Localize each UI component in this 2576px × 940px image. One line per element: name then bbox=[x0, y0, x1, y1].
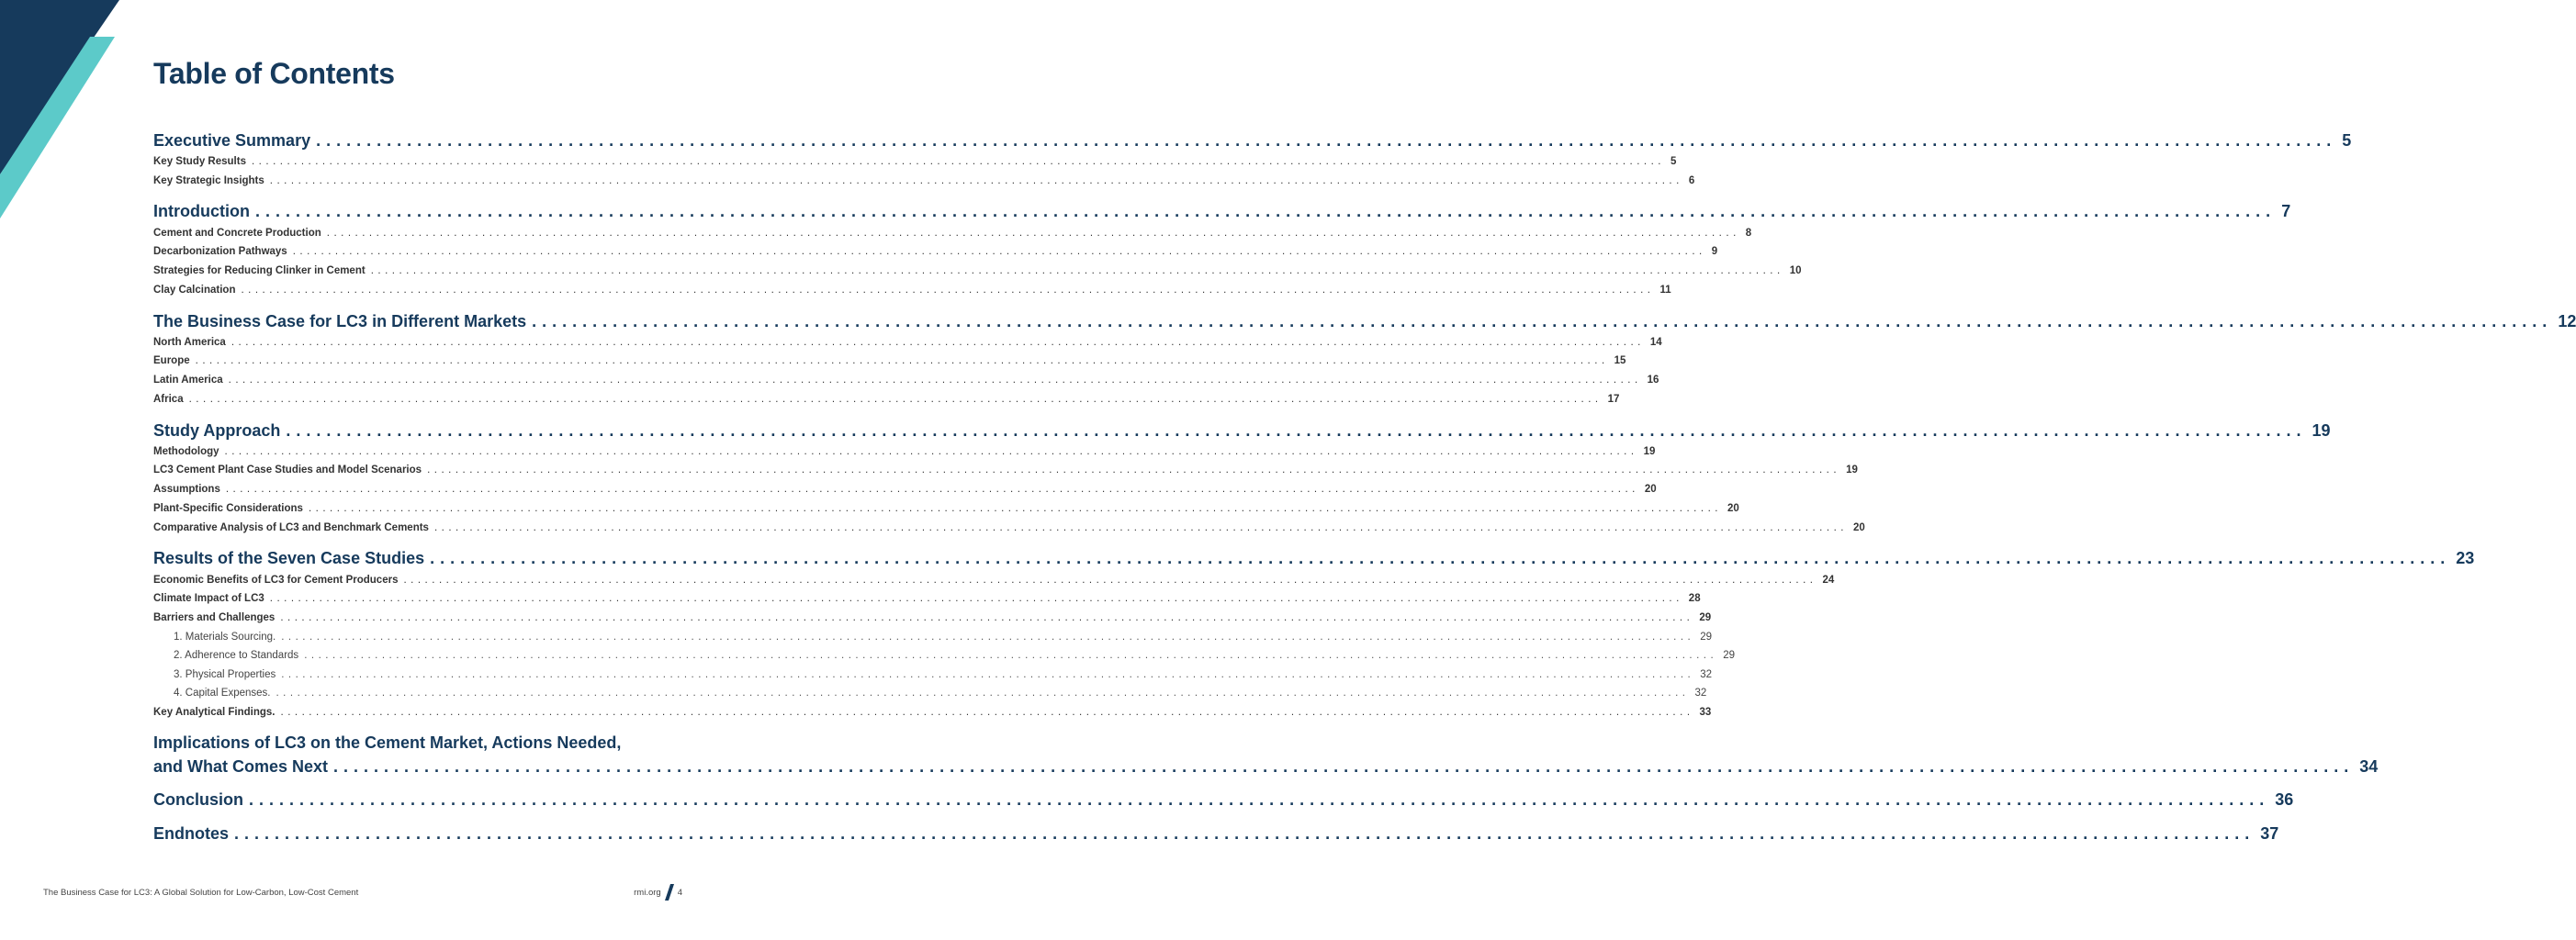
toc-entry-capital-expenses[interactable] bbox=[153, 688, 1707, 699]
toc-entry-latin-america[interactable] bbox=[153, 375, 1659, 386]
entry-page: 33 bbox=[1699, 707, 1712, 718]
dot-leader: ........................................................................................................................................................................................................ bbox=[433, 522, 1848, 533]
dot-leader: ........................................................................................................................................................................................................ bbox=[308, 503, 1722, 514]
entry-label: Cement and Concrete Production bbox=[153, 228, 321, 239]
entry-label: Methodology bbox=[153, 446, 219, 457]
footer-right bbox=[634, 884, 682, 901]
dot-leader: ........................................................................................................................................................................................................ bbox=[316, 131, 2337, 150]
entry-page: 20 bbox=[1644, 484, 1657, 495]
toc-entry-implications[interactable] bbox=[153, 757, 2379, 777]
entry-label: 4. Capital Expenses. bbox=[174, 688, 271, 699]
entry-label: and What Comes Next bbox=[153, 757, 329, 776]
entry-label: North America bbox=[153, 337, 226, 348]
toc-entry-study-approach[interactable] bbox=[153, 421, 2331, 441]
entry-page: 20 bbox=[1727, 503, 1739, 514]
dot-leader: ........................................................................................................................................................................................................ bbox=[403, 575, 1817, 586]
entry-page: 34 bbox=[2359, 757, 2379, 776]
toc-entry-executive-summary[interactable] bbox=[153, 131, 2352, 151]
entry-label: Key Strategic Insights bbox=[153, 175, 264, 186]
toc-entry-key-study-results[interactable] bbox=[153, 156, 1677, 167]
dot-leader: ........................................................................................................................................................................................................ bbox=[224, 446, 1638, 457]
entry-label: LC3 Cement Plant Case Studies and Model Scenarios bbox=[153, 464, 422, 476]
dot-leader: ........................................................................................................................................................................................................ bbox=[304, 650, 1718, 661]
toc-entry-key-strategic-insights[interactable] bbox=[153, 175, 1695, 186]
toc-entry-business-case[interactable] bbox=[153, 312, 2576, 331]
dot-leader: ........................................................................................................................................................................................................ bbox=[251, 156, 1665, 167]
entry-page: 19 bbox=[1643, 446, 1656, 457]
dot-leader: ........................................................................................................................................................................................................ bbox=[281, 669, 1695, 680]
toc-entry-decarbonization-pathways[interactable] bbox=[153, 246, 1718, 257]
entry-page: 29 bbox=[1699, 612, 1712, 623]
dot-leader: ........................................................................................................................................................................................................ bbox=[532, 312, 2553, 330]
toc-entry-cement-concrete-production[interactable] bbox=[153, 228, 1752, 239]
dot-leader: ........................................................................................................................................................................................................ bbox=[276, 688, 1690, 699]
footer-site[interactable]: rmi.org bbox=[634, 887, 661, 898]
dot-leader: ........................................................................................................................................................................................................ bbox=[254, 202, 2277, 220]
dot-leader: ........................................................................................................................................................................................................ bbox=[234, 824, 2255, 843]
entry-page: 15 bbox=[1614, 355, 1626, 366]
entry-label: Executive Summary bbox=[153, 131, 311, 150]
slash-icon bbox=[665, 884, 674, 901]
toc-entry-implications-line1[interactable]: Implications of LC3 on the Cement Market, Actions Needed, bbox=[153, 733, 622, 752]
entry-label: The Business Case for LC3 in Different Markets bbox=[153, 312, 527, 330]
dot-leader: ........................................................................................................................................................................................................ bbox=[430, 549, 2451, 567]
toc-entry-conclusion[interactable] bbox=[153, 790, 2294, 810]
toc-entry-adherence-standards[interactable] bbox=[153, 650, 1735, 661]
entry-page: 29 bbox=[1723, 650, 1735, 661]
entry-page: 10 bbox=[1789, 265, 1802, 276]
entry-label: Barriers and Challenges bbox=[153, 612, 276, 623]
entry-label: 2. Adherence to Standards bbox=[174, 650, 299, 661]
entry-page: 16 bbox=[1647, 375, 1659, 386]
entry-page: 19 bbox=[1846, 464, 1858, 476]
toc-entry-key-findings[interactable] bbox=[153, 707, 1712, 718]
entry-label: Comparative Analysis of LC3 and Benchmark Cements bbox=[153, 522, 429, 533]
entry-label: Climate Impact of LC3 bbox=[153, 593, 264, 604]
toc-entry-plant-specific[interactable] bbox=[153, 503, 1739, 514]
entry-label: Economic Benefits of LC3 for Cement Producers bbox=[153, 575, 399, 586]
dot-leader: ........................................................................................................................................................................................................ bbox=[225, 484, 1639, 495]
dot-leader: ........................................................................................................................................................................................................ bbox=[286, 421, 2307, 440]
footer-page-number: 4 bbox=[677, 887, 682, 898]
toc-entry-comparative-analysis[interactable] bbox=[153, 522, 1865, 533]
entry-label: 1. Materials Sourcing. bbox=[174, 632, 276, 643]
entry-page: 32 bbox=[1694, 688, 1707, 699]
entry-page: 9 bbox=[1711, 246, 1718, 257]
entry-page: 28 bbox=[1688, 593, 1701, 604]
entry-page: 37 bbox=[2260, 824, 2279, 843]
dot-leader: ........................................................................................................................................................................................................ bbox=[370, 265, 1784, 276]
entry-label: Key Analytical Findings. bbox=[153, 707, 276, 718]
dot-leader: ........................................................................................................................................................................................................ bbox=[269, 175, 1683, 186]
entry-label: Europe bbox=[153, 355, 190, 366]
entry-page: 20 bbox=[1852, 522, 1865, 533]
dot-leader: ........................................................................................................................................................................................................ bbox=[269, 593, 1683, 604]
entry-label: 3. Physical Properties bbox=[174, 669, 276, 680]
toc-entry-reducing-clinker[interactable] bbox=[153, 265, 1802, 276]
entry-page: 29 bbox=[1700, 632, 1713, 643]
entry-page: 8 bbox=[1745, 228, 1752, 239]
entry-label: Study Approach bbox=[153, 421, 281, 440]
entry-label: Latin America bbox=[153, 375, 223, 386]
entry-label: Endnotes bbox=[153, 824, 230, 843]
dot-leader: ........................................................................................................................................................................................................ bbox=[427, 464, 1841, 476]
entry-page: 23 bbox=[2456, 549, 2475, 567]
dot-leader: ........................................................................................................................................................................................................ bbox=[231, 337, 1645, 348]
entry-label: Strategies for Reducing Clinker in Cement bbox=[153, 265, 366, 276]
entry-page: 24 bbox=[1822, 575, 1835, 586]
dot-leader: ........................................................................................................................................................................................................ bbox=[228, 375, 1642, 386]
entry-page: 19 bbox=[2312, 421, 2331, 440]
toc-entry-endnotes[interactable] bbox=[153, 824, 2279, 844]
entry-page: 7 bbox=[2281, 202, 2291, 220]
entry-label: Introduction bbox=[153, 202, 250, 220]
toc-entry-assumptions[interactable] bbox=[153, 484, 1657, 495]
entry-label: Results of the Seven Case Studies bbox=[153, 549, 425, 567]
entry-page: 6 bbox=[1688, 175, 1695, 186]
toc-entry-introduction[interactable] bbox=[153, 202, 2291, 221]
entry-page: 5 bbox=[1670, 156, 1677, 167]
entry-page: 14 bbox=[1649, 337, 1662, 348]
page-title: Table of Contents bbox=[153, 57, 395, 90]
toc-entry-clay-calcination[interactable] bbox=[153, 285, 1671, 296]
toc-entry-climate-impact[interactable] bbox=[153, 593, 1701, 604]
dot-leader: ........................................................................................................................................................................................................ bbox=[333, 757, 2355, 776]
toc-entry-africa[interactable] bbox=[153, 394, 1620, 405]
entry-page: 11 bbox=[1659, 285, 1671, 296]
toc-entry-europe[interactable] bbox=[153, 355, 1626, 366]
dot-leader: ........................................................................................................................................................................................................ bbox=[280, 707, 1694, 718]
entry-page: 32 bbox=[1700, 669, 1713, 680]
footer-title: The Business Case for LC3: A Global Solution for Low-Carbon, Low-Cost Cement bbox=[43, 888, 359, 898]
dot-leader: ........................................................................................................................................................................................................ bbox=[326, 228, 1740, 239]
toc-entry-economic-benefits[interactable] bbox=[153, 575, 1835, 586]
entry-label: Plant-Specific Considerations bbox=[153, 503, 303, 514]
dot-leader: ........................................................................................................................................................................................................ bbox=[292, 246, 1706, 257]
entry-label: Key Study Results bbox=[153, 156, 246, 167]
toc-entry-results[interactable] bbox=[153, 549, 2475, 568]
dot-leader: ........................................................................................................................................................................................................ bbox=[280, 612, 1694, 623]
dot-leader: ........................................................................................................................................................................................................ bbox=[241, 285, 1655, 296]
entry-label: Assumptions bbox=[153, 484, 220, 495]
toc-entry-north-america[interactable] bbox=[153, 337, 1662, 348]
entry-label: Africa bbox=[153, 394, 184, 405]
dot-leader: ........................................................................................................................................................................................................ bbox=[281, 632, 1695, 643]
dot-leader: ........................................................................................................................................................................................................ bbox=[249, 790, 2270, 809]
toc-entry-plant-case-studies[interactable] bbox=[153, 464, 1858, 476]
entry-label: Decarbonization Pathways bbox=[153, 246, 287, 257]
entry-label: Conclusion bbox=[153, 790, 243, 809]
entry-page: 12 bbox=[2558, 312, 2576, 330]
toc-entry-barriers[interactable] bbox=[153, 612, 1712, 623]
toc-entry-methodology[interactable] bbox=[153, 446, 1656, 457]
entry-page: 36 bbox=[2275, 790, 2294, 809]
dot-leader: ........................................................................................................................................................................................................ bbox=[195, 355, 1609, 366]
entry-page: 5 bbox=[2342, 131, 2352, 150]
entry-page: 17 bbox=[1607, 394, 1620, 405]
corner-decoration bbox=[0, 0, 129, 229]
toc-entry-materials-sourcing[interactable] bbox=[153, 632, 1713, 643]
entry-label: Clay Calcination bbox=[153, 285, 236, 296]
dot-leader: ........................................................................................................................................................................................................ bbox=[188, 394, 1603, 405]
toc-entry-physical-properties[interactable] bbox=[153, 669, 1713, 680]
